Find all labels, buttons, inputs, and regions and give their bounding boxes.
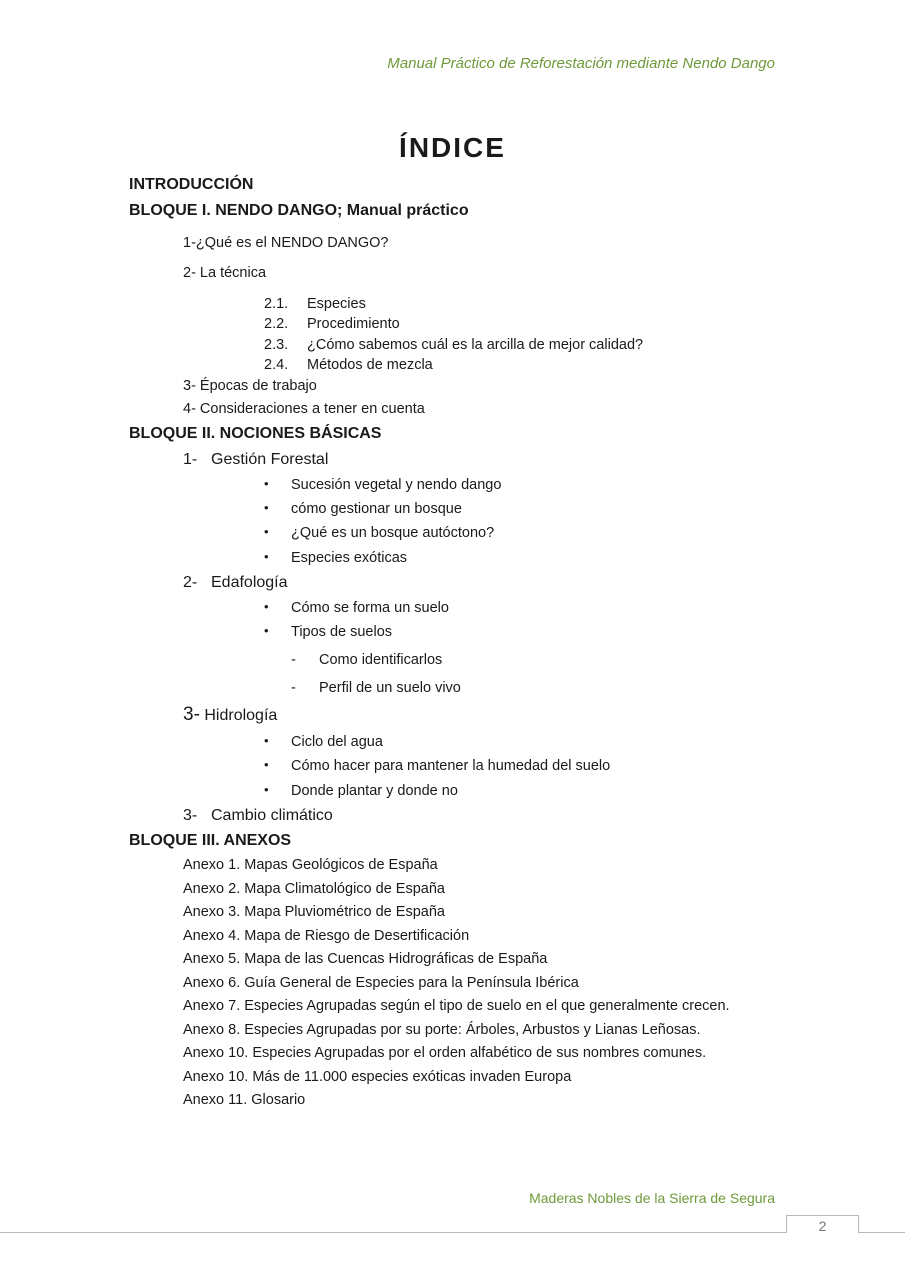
toc-bullet-label: Tipos de suelos xyxy=(291,624,393,640)
toc-section-cambio-climatico xyxy=(183,807,333,825)
toc-subitem-number: 2.2. xyxy=(264,316,289,332)
toc-bullet-label: Sucesión vegetal y nendo dango xyxy=(291,477,502,493)
toc-section-number: 1- xyxy=(183,451,198,468)
toc-section-number: 3- xyxy=(183,807,198,824)
toc-dash-item xyxy=(291,680,461,696)
bullet-icon: • xyxy=(264,733,269,748)
toc-anexo-item: Anexo 3. Mapa Pluviométrico de España xyxy=(183,904,445,920)
toc-subitem xyxy=(264,296,366,312)
toc-subitem-label: ¿Cómo sabemos cuál es la arcilla de mejor calidad? xyxy=(307,337,644,353)
toc-section-number: 3- xyxy=(183,704,200,725)
toc-subitem-number: 2.1. xyxy=(264,296,289,312)
toc-anexo-item: Anexo 8. Especies Agrupadas por su porte: Árboles, Arbustos y Lianas Leñosas. xyxy=(183,1022,701,1038)
toc-bullet-item xyxy=(264,550,407,566)
toc-bloque-1-heading: BLOQUE I. NENDO DANGO; Manual práctico xyxy=(129,202,469,219)
toc-anexo-item: Anexo 1. Mapas Geológicos de España xyxy=(183,857,438,873)
footer-divider xyxy=(0,1232,905,1233)
page-title: ÍNDICE xyxy=(399,132,506,163)
toc-bullet-label: ¿Qué es un bosque autóctono? xyxy=(291,525,495,541)
bullet-icon: • xyxy=(264,599,269,614)
toc-dash-item xyxy=(291,652,442,668)
toc-bullet-item xyxy=(264,525,494,541)
toc-subitem-label: Especies xyxy=(307,296,366,312)
toc-subitem xyxy=(264,316,400,332)
toc-anexo-item: Anexo 6. Guía General de Especies para la Península Ibérica xyxy=(183,975,579,991)
toc-dash-label: Como identificarlos xyxy=(319,652,443,668)
toc-section-label: Edafología xyxy=(211,574,288,591)
toc-bullet-item xyxy=(264,624,392,640)
toc-item-4: 4- Consideraciones a tener en cuenta xyxy=(183,401,425,417)
toc-item-3: 3- Épocas de trabajo xyxy=(183,378,317,394)
dash-icon: - xyxy=(291,680,296,696)
bullet-icon: • xyxy=(264,549,269,564)
toc-bullet-label: Cómo hacer para mantener la humedad del suelo xyxy=(291,758,611,774)
bullet-icon: • xyxy=(264,782,269,797)
toc-anexo-item: Anexo 11. Glosario xyxy=(183,1092,306,1108)
toc-bullet-label: cómo gestionar un bosque xyxy=(291,501,462,517)
toc-bullet-item xyxy=(264,783,458,799)
toc-bullet-label: Especies exóticas xyxy=(291,550,408,566)
toc-item-2: 2- La técnica xyxy=(183,265,267,281)
toc-bullet-label: Cómo se forma un suelo xyxy=(291,600,449,616)
toc-section-label: Cambio climático xyxy=(211,807,333,824)
toc-section-edafologia xyxy=(183,574,288,592)
bullet-icon: • xyxy=(264,757,269,772)
toc-subitem-number: 2.3. xyxy=(264,337,289,353)
toc-subitem-label: Procedimiento xyxy=(307,316,400,332)
toc-subitem xyxy=(264,357,433,373)
toc-bullet-item xyxy=(264,758,610,774)
bullet-icon: • xyxy=(264,500,269,515)
toc-bullet-label: Ciclo del agua xyxy=(291,734,383,750)
running-footer: Maderas Nobles de la Sierra de Segura xyxy=(529,1190,775,1206)
toc-bullet-label: Donde plantar y donde no xyxy=(291,783,458,799)
toc-subitem xyxy=(264,337,643,353)
page-number: 2 xyxy=(786,1215,859,1233)
bullet-icon: • xyxy=(264,524,269,539)
toc-section-label: Hidrología xyxy=(204,707,278,724)
toc-subitem-number: 2.4. xyxy=(264,357,289,373)
toc-anexo-item: Anexo 10. Más de 11.000 especies exóticas invaden Europa xyxy=(183,1069,572,1085)
bullet-icon: • xyxy=(264,623,269,638)
toc-subitem-label: Métodos de mezcla xyxy=(307,357,433,373)
toc-section-gestion-forestal xyxy=(183,451,328,469)
running-header: Manual Práctico de Reforestación mediante Nendo Dango xyxy=(387,55,775,72)
toc-anexo-item: Anexo 10. Especies Agrupadas por el orden alfabético de sus nombres comunes. xyxy=(183,1045,707,1061)
toc-section-label: Gestión Forestal xyxy=(211,451,329,468)
toc-bullet-item xyxy=(264,477,501,493)
toc-bullet-item xyxy=(264,600,449,616)
toc-anexo-item: Anexo 5. Mapa de las Cuencas Hidrográficas de España xyxy=(183,951,548,967)
toc-anexo-item: Anexo 7. Especies Agrupadas según el tipo de suelo en el que generalmente crecen. xyxy=(183,998,730,1014)
dash-icon: - xyxy=(291,652,296,668)
bullet-icon: • xyxy=(264,476,269,491)
toc-introduccion: INTRODUCCIÓN xyxy=(129,176,254,193)
toc-anexo-item: Anexo 2. Mapa Climatológico de España xyxy=(183,881,445,897)
toc-bullet-item xyxy=(264,501,462,517)
toc-bloque-3-heading: BLOQUE III. ANEXOS xyxy=(129,832,292,849)
toc-anexo-item: Anexo 4. Mapa de Riesgo de Desertificación xyxy=(183,928,470,944)
toc-dash-label: Perfil de un suelo vivo xyxy=(319,680,461,696)
toc-item-1: 1-¿Qué es el NENDO DANGO? xyxy=(183,235,389,251)
toc-bullet-item xyxy=(264,734,383,750)
toc-section-number: 2- xyxy=(183,574,198,591)
toc-bloque-2-heading: BLOQUE II. NOCIONES BÁSICAS xyxy=(129,425,382,442)
toc-section-hidrologia xyxy=(183,704,277,726)
